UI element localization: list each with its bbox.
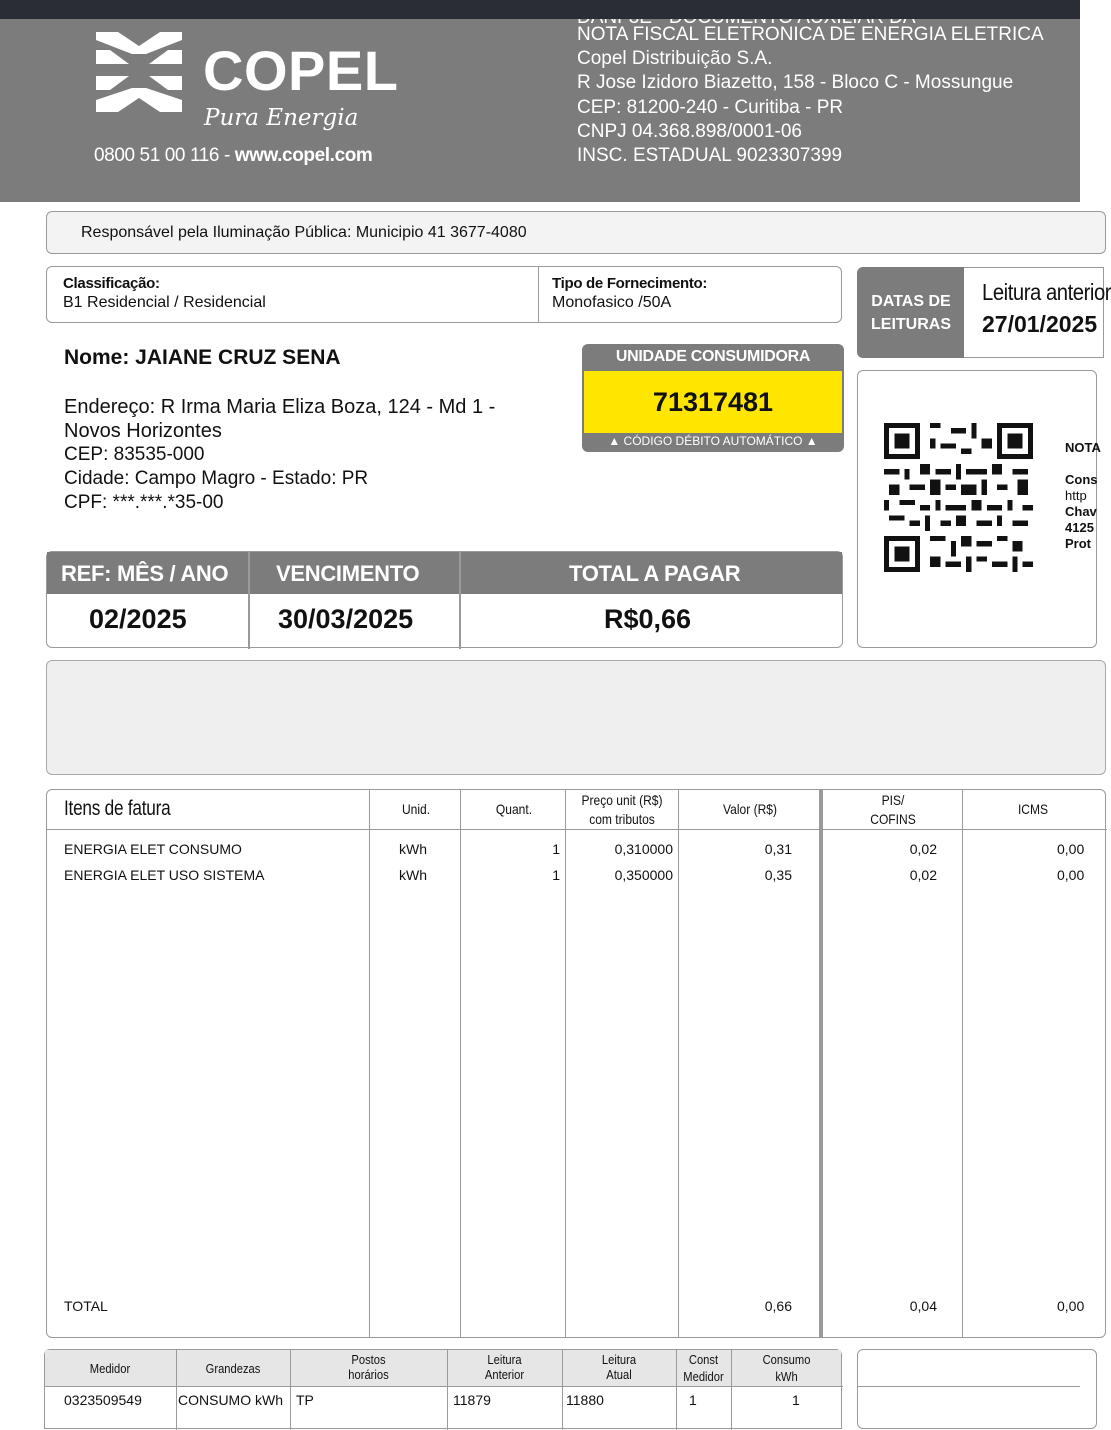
item-pis-cofins: 0,02: [909, 841, 937, 857]
meter-col-divider-6: [731, 1350, 732, 1430]
item-pis-cofins: 0,02: [909, 867, 937, 883]
status-bar: [0, 0, 1080, 19]
items-col-divider-1: [369, 790, 370, 1338]
col-pis-line1: PIS/: [881, 792, 905, 808]
client-info: [64, 346, 496, 513]
meter-time-slot: TP: [296, 1392, 314, 1408]
client-cpf: CPF: ***.***.*35-00: [64, 492, 224, 513]
issuer-ie: INSC. ESTADUAL 9023307399: [577, 145, 843, 167]
col-quantity: Quant.: [495, 801, 533, 817]
item-icms: 0,00: [1057, 867, 1085, 883]
payment-summary-divider-2: [459, 552, 461, 649]
client-address-line1: Endereço: R Irma Maria Eliza Boza, 124 - Md 1 -: [64, 396, 496, 418]
contact-line: [94, 145, 372, 167]
item-unit-price: 0,350000: [614, 867, 673, 883]
item-unit-price: 0,310000: [614, 841, 673, 857]
public-lighting-text: Responsável pela Iluminação Pública: Municipio 41 3677-4080: [81, 224, 527, 241]
meter-col-divider-5: [676, 1350, 677, 1430]
col-unit-price-line1: Preço unit (R$): [581, 792, 663, 808]
meter-curr-reading: 11880: [566, 1392, 604, 1408]
items-total-label: TOTAL: [64, 1298, 108, 1314]
client-city: Cidade: Campo Magro - Estado: PR: [64, 468, 369, 489]
items-col-divider-3: [565, 790, 566, 1338]
public-lighting-box: [46, 211, 1106, 254]
classification-divider: [538, 267, 539, 322]
meter-col-quantities: Grandezas: [205, 1361, 261, 1376]
items-header-divider: [47, 829, 1107, 830]
qr-info-line4: Chav: [1065, 504, 1097, 519]
meter-col-divider-4: [562, 1350, 563, 1430]
items-col-divider-4: [678, 790, 679, 1338]
meter-col-divider-3: [447, 1350, 448, 1430]
meter-quantity: CONSUMO kWh: [178, 1392, 283, 1408]
issuer-address: R Jose Izidoro Biazetto, 158 - Bloco C - Mossungue: [577, 72, 1014, 94]
issuer-doc-type: NOTA FISCAL ELETRONICA DE ENERGIA ELETRICA: [577, 24, 1044, 45]
meter-col-consumption-line1: Consumo: [762, 1352, 811, 1367]
reference-value: 02/2025: [89, 604, 187, 634]
qr-info-line1: NOTA: [1065, 440, 1101, 455]
meter-col-curr-reading-line2: Atual: [606, 1367, 632, 1382]
due-date-label: VENCIMENTO: [276, 561, 420, 586]
issuer-company: Copel Distribuição S.A.: [577, 48, 773, 70]
classification-label: Classificação:: [63, 275, 160, 292]
col-icms: ICMS: [1017, 801, 1049, 817]
contact-separator: -: [219, 145, 235, 166]
supply-type-label: Tipo de Fornecimento:: [552, 275, 708, 292]
right-bottom-divider: [858, 1386, 1080, 1387]
meter-col-curr-reading-line1: Leitura: [601, 1352, 637, 1367]
item-quantity: 1: [552, 867, 560, 883]
meter-col-const-line1: Const: [688, 1352, 719, 1367]
meter-constant: 1: [689, 1392, 697, 1408]
meter-col-prev-reading-line1: Leitura: [487, 1352, 522, 1367]
qr-info-line3: http: [1065, 488, 1087, 503]
meter-col-const-line2: Medidor: [683, 1369, 724, 1384]
supply-type-value: Monofasico /50A: [552, 294, 672, 311]
qr-info-text: [1065, 440, 1101, 552]
phone-number: 0800 51 00 116: [94, 145, 220, 166]
meter-col-time-slots-line1: Postos: [351, 1352, 386, 1367]
reading-dates-tab-line2: LEITURAS: [871, 316, 951, 333]
qr-info-line5: 4125: [1065, 520, 1094, 535]
message-box: [46, 660, 1106, 775]
reading-dates-tab-line1: DATAS DE: [871, 293, 951, 310]
item-quantity: 1: [552, 841, 560, 857]
client-address-block: [64, 395, 495, 515]
items-col-divider-5: [819, 790, 823, 1338]
total-label: TOTAL A PAGAR: [569, 561, 741, 586]
meter-col-time-slots-line2: horários: [348, 1367, 389, 1382]
right-bottom-box: [857, 1349, 1097, 1429]
item-description: ENERGIA ELET CONSUMO: [64, 841, 242, 857]
items-title: Itens de fatura: [64, 797, 171, 820]
col-unit-price-line2: com tributos: [589, 811, 655, 827]
issuer-cep: CEP: 81200-240 - Curitiba - PR: [577, 96, 844, 118]
meter-col-prev-reading-line2: Anterior: [484, 1367, 525, 1382]
issuer-cnpj: CNPJ 04.368.898/0001-06: [577, 120, 802, 142]
copel-logo-icon: [96, 32, 182, 112]
col-unit: Unid.: [401, 801, 431, 817]
previous-reading-date: 27/01/2025: [982, 311, 1098, 337]
item-value: 0,35: [764, 867, 792, 883]
client-address-line2: Novos Horizontes: [64, 420, 222, 442]
consumer-unit-box: [582, 344, 844, 452]
client-cep: CEP: 83535-000: [64, 444, 205, 465]
total-value: R$0,66: [604, 604, 692, 634]
brand-name: COPEL: [203, 39, 399, 102]
website-link[interactable]: www.copel.com: [234, 145, 373, 166]
classification-value: B1 Residencial / Residencial: [63, 294, 266, 311]
meter-col-consumption-line2: kWh: [775, 1369, 798, 1384]
consumer-unit-number: 71317481: [584, 371, 842, 433]
consumer-unit-label: UNIDADE CONSUMIDORA: [615, 348, 811, 365]
col-pis-line2: COFINS: [870, 811, 916, 827]
payment-summary-box: [46, 551, 843, 648]
issuer-info: [577, 23, 1044, 168]
reference-label: REF: MÊS / ANO: [61, 561, 229, 586]
item-description: ENERGIA ELET USO SISTEMA: [64, 867, 265, 883]
meter-consumption: 1: [792, 1392, 800, 1408]
previous-reading-label: Leitura anterior: [982, 279, 1111, 305]
qr-info-line2: Cons: [1065, 472, 1098, 487]
meter-col-divider-1: [176, 1350, 177, 1430]
due-date-value: 30/03/2025: [278, 604, 414, 634]
payment-summary-divider-1: [248, 552, 250, 649]
brand-slogan: Pura Energia: [204, 105, 359, 131]
reading-dates-tab: [857, 267, 965, 358]
col-value: Valor (R$): [723, 801, 777, 817]
items-col-divider-6: [962, 790, 963, 1338]
items-total-pis-cofins: 0,04: [909, 1298, 937, 1314]
item-value: 0,31: [764, 841, 792, 857]
qr-code-icon: [884, 423, 1033, 572]
items-col-divider-2: [460, 790, 461, 1338]
meter-col-meter: Medidor: [89, 1361, 131, 1376]
qr-info-line6: Prot: [1065, 536, 1091, 551]
item-icms: 0,00: [1057, 841, 1085, 857]
meter-number: 0323509549: [64, 1392, 142, 1408]
meter-header-divider: [45, 1386, 843, 1387]
items-total-icms: 0,00: [1057, 1298, 1085, 1314]
item-unit: kWh: [399, 841, 427, 857]
auto-debit-code-label: ▲ CÓDIGO DÉBITO AUTOMÁTICO ▲: [608, 434, 818, 448]
client-name: Nome: JAIANE CRUZ SENA: [64, 346, 341, 369]
items-total-value: 0,66: [764, 1298, 792, 1314]
reading-dates-clip: [965, 268, 1111, 357]
meter-prev-reading: 11879: [453, 1392, 491, 1408]
qr-info-spacer: [1065, 456, 1101, 472]
meter-col-divider-2: [290, 1350, 291, 1430]
item-unit: kWh: [399, 867, 427, 883]
